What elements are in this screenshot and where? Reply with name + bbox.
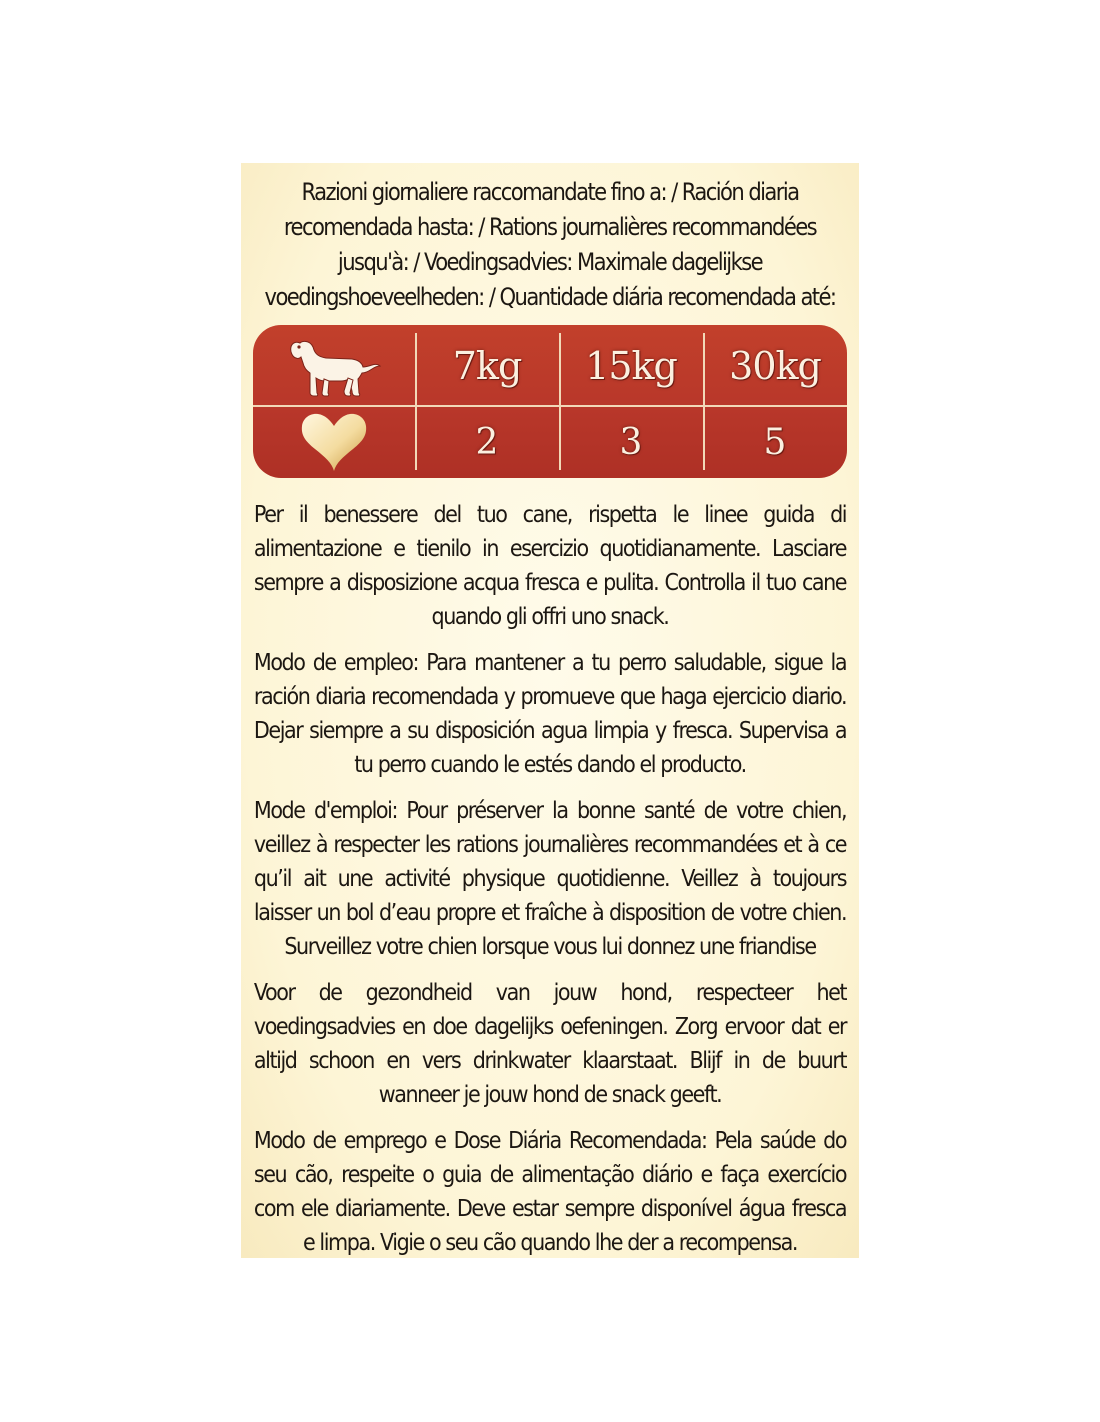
portion-value: 2 [475,421,499,463]
dog-icon [286,333,382,399]
instructions-portuguese-wrap [254,1124,846,1260]
portion-cell-3 [703,406,847,478]
weight-value: 7kg [452,343,522,388]
instructions-french: Mode d'emploi: Pour préserver la bonne santé de votre chien, veillez à respecter les rations journalières recommandées et à ce qu’il ait une activité physique quotidienne. Veillez à toujours laisser un bol d’eau propre et fraîche à disposition de votre chien. Surveillez votre chien lorsque vous lui donnez une friandise [253,798,847,960]
column-divider [703,406,705,470]
portion-row [253,406,847,478]
column-divider [559,406,561,470]
portion-value: 5 [763,421,787,463]
instructions-italian: Per il benessere del tuo cane, rispetta le linee guida di alimentazione e tienilo in esercizio quotidianamente. Lasciare sempre a disposizione acqua fresca e pulita. Controlla il tuo cane quando gli offri uno snack. [253,502,847,630]
column-divider [559,333,561,406]
instructions-dutch-wrap [254,976,846,1112]
feeding-guide-heading: Razioni giornaliere raccomandate fino a: / Ración diaria recomendada hasta: / Rations journalières recommandées jusqu'à: / Voedingsadvies: Maximale dagelijkse voedingshoeveelheden: / Quantidade diária recomendada até: [264,178,836,311]
instructions-italian-wrap [254,498,846,634]
heart-icon-cell [253,406,415,478]
dog-icon-cell [253,325,415,406]
instructions-dutch: Voor de gezondheid van jouw hond, respecteer het voedingsadvies en doe dagelijks oefeningen. Zorg ervoor dat er altijd schoon en vers drinkwater klaarstaat. Blijf in de buurt wanneer je jouw hond de snack geeft. [253,980,847,1108]
portion-value: 3 [619,421,643,463]
instructions-spanish-wrap [254,646,846,782]
instructions-portuguese: Modo de emprego e Dose Diária Recomendada: Pela saúde do seu cão, respeite o guia de alimentação diário e faça exercício com ele diariamente. Deve estar sempre disponível água fresca e limpa. Vigie o seu cão quando lhe der a recompensa. [253,1128,847,1256]
portion-cell-2 [559,406,703,478]
instructions-spanish: Modo de empleo: Para mantener a tu perro saludable, sigue la ración diaria recomendada y promueve que haga ejercicio diario. Dejar siempre a su disposición agua limpia y fresca. Supervisa a tu perro cuando le estés dando el producto. [253,650,847,778]
weight-cell-1 [415,325,559,406]
instructions-french-wrap [254,794,846,964]
portion-cell-1 [415,406,559,478]
column-divider [703,333,705,406]
weight-value: 15kg [585,343,677,388]
weight-cell-3 [703,325,847,406]
column-divider [415,406,417,470]
feeding-label-panel [241,163,859,1258]
weight-cell-2 [559,325,703,406]
weight-value: 30kg [729,343,821,388]
heart-icon [299,411,369,473]
column-divider [415,333,417,406]
weight-row [253,325,847,406]
ration-table [253,325,847,478]
